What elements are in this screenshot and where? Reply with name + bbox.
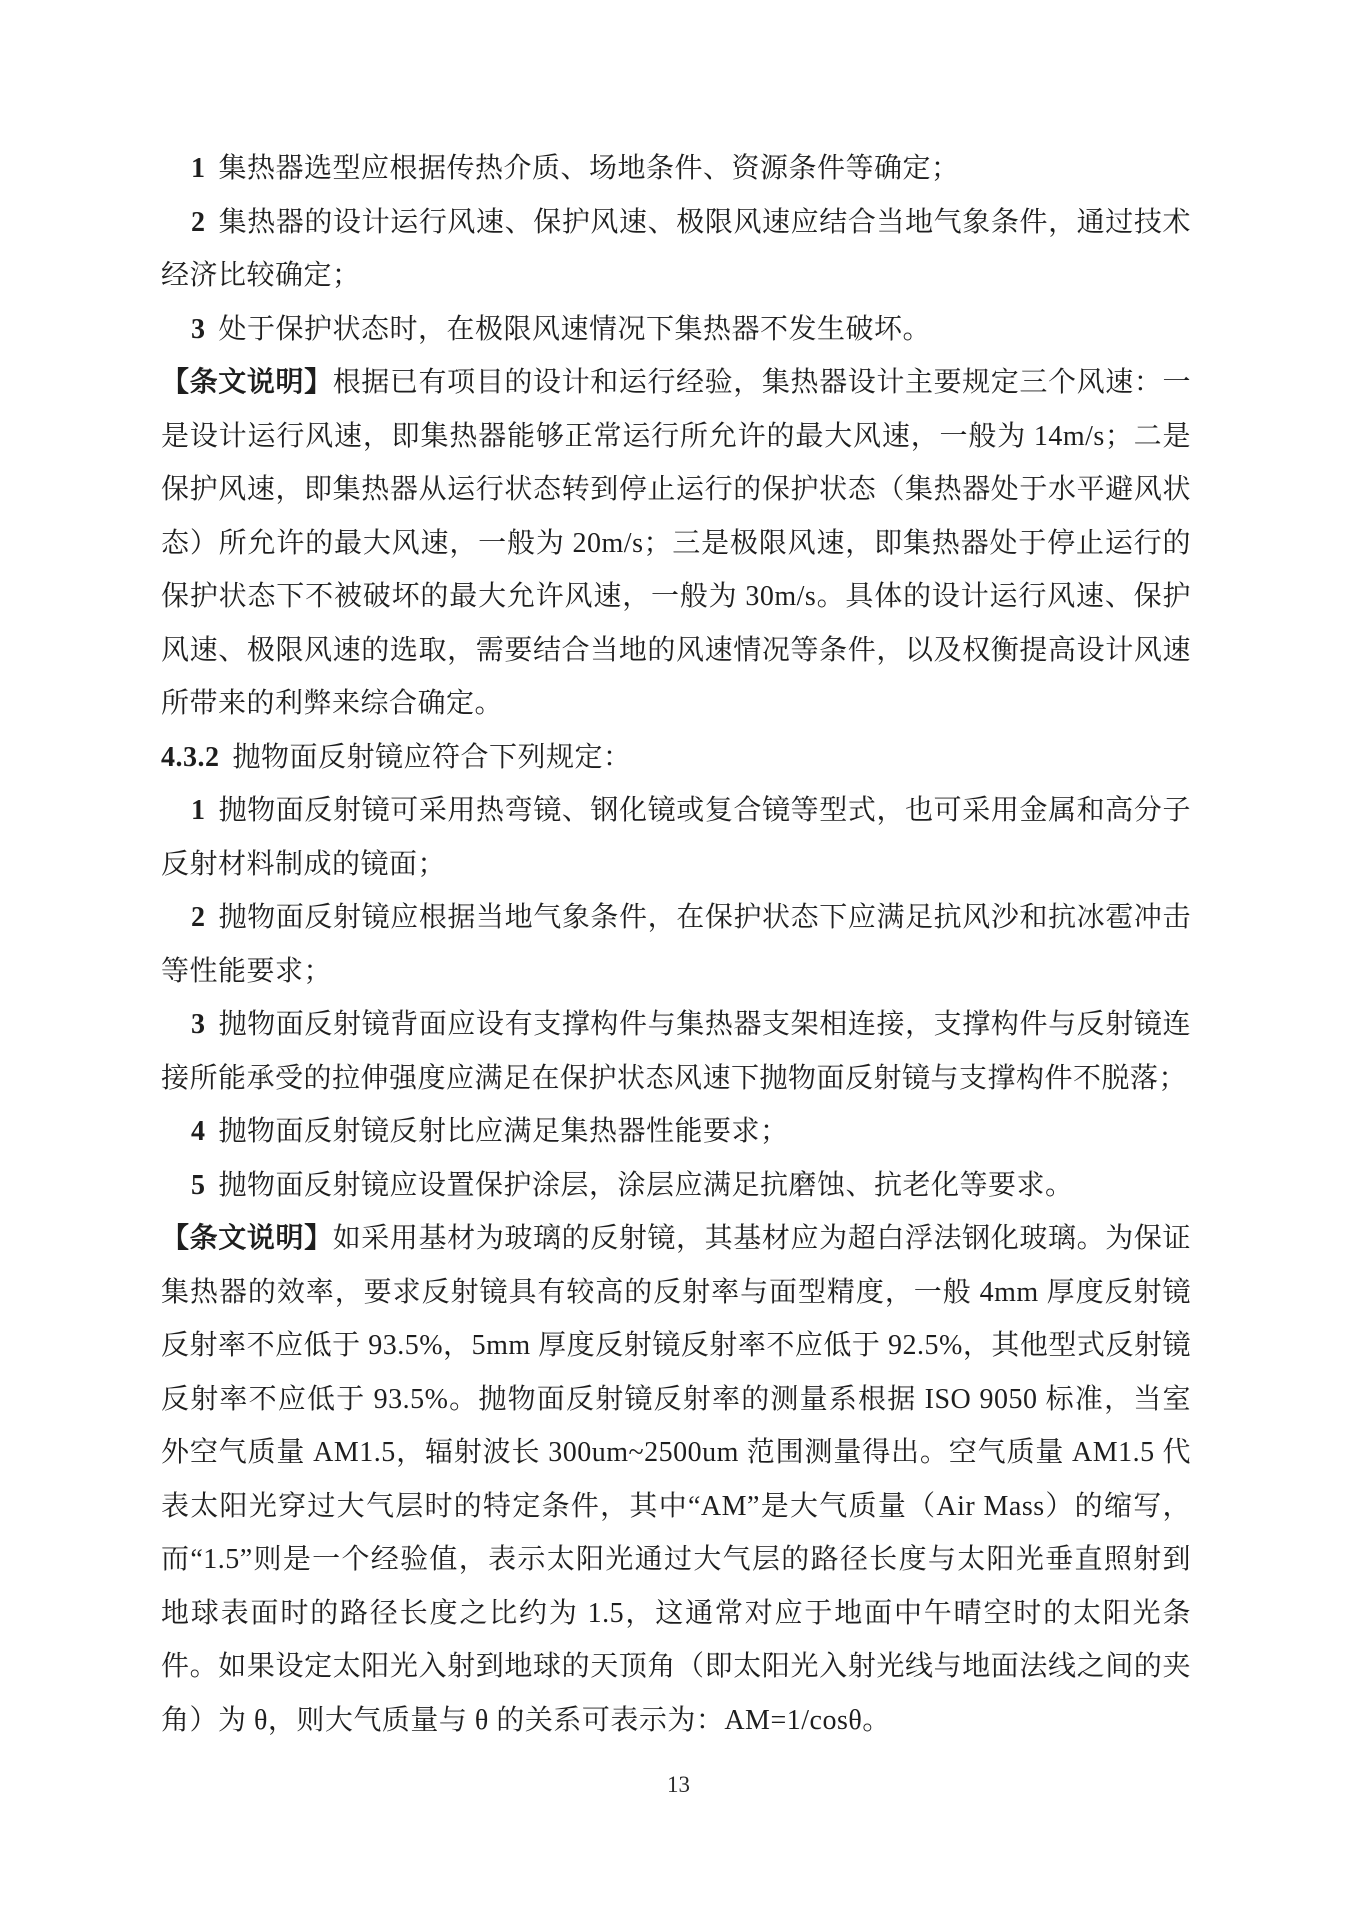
- clause-heading-4-3-2: [161, 731, 1191, 785]
- list-item-3-text: 处于保护状态时，在极限风速情况下集热器不发生破坏。: [218, 313, 932, 345]
- list-item-3: [161, 303, 1191, 357]
- list-item-2-text: 集热器的设计运行风速、保护风速、极限风速应结合当地气象条件，通过技术经济比较确定；: [161, 206, 1191, 291]
- explanation-tag: 【条文说明】: [161, 1223, 333, 1254]
- clause-4-3-2-item-5: [161, 1159, 1191, 1213]
- page-number: 13: [667, 1772, 690, 1797]
- explanation-tag: 【条文说明】: [161, 367, 333, 398]
- clause-4-3-2-item-4-number: 4: [191, 1116, 206, 1147]
- explanation-paragraph-wind-speed: [161, 356, 1191, 731]
- explanation-text: 如采用基材为玻璃的反射镜，其基材应为超白浮法钢化玻璃。为保证集热器的效率，要求反射镜具有较高的反射率与面型精度，一般 4mm 厚度反射镜反射率不应低于 93.5%，5mm 厚度反射镜反射率不应低于 92.5%，其他型式反射镜反射率不应低于 93.5%。抛物面反射镜反射率的测量系根据 ISO 9050 标准，当室外空气质量 AM1.5，辐射波长 300um~2500um 范围测量得出。空气质量 AM1.5 代表太阳光穿过大气层时的特定条件，其中“AM”是大气质量（Air Mass）的缩写，而“1.5”则是一个经验值，表示太阳光通过大气层的路径长度与太阳光垂直照射到地球表面时的路径长度之比约为 1.5，这通常对应于地面中午晴空时的太阳光条件。如果设定太阳光入射到地球的天顶角（即太阳光入射光线与地面法线之间的夹角）为 θ，则大气质量与 θ 的关系可表示为：AM=1/cosθ。: [161, 1223, 1191, 1736]
- clause-4-3-2-item-1-text: 抛物面反射镜可采用热弯镜、钢化镜或复合镜等型式，也可采用金属和高分子反射材料制成的镜面；: [161, 795, 1191, 880]
- clause-4-3-2-item-3: [161, 998, 1191, 1105]
- clause-4-3-2-item-4-text: 抛物面反射镜反射比应满足集热器性能要求；: [218, 1116, 789, 1147]
- list-item-2: [161, 196, 1191, 303]
- list-item-2-number: 2: [191, 206, 206, 238]
- clause-4-3-2-item-2-text: 抛物面反射镜应根据当地气象条件，在保护状态下应满足抗风沙和抗冰雹冲击等性能要求；: [161, 902, 1191, 987]
- clause-4-3-2-item-3-number: 3: [191, 1009, 206, 1040]
- list-item-1-text: 集热器选型应根据传热介质、场地条件、资源条件等确定；: [218, 153, 960, 184]
- explanation-paragraph-reflector: [161, 1212, 1191, 1747]
- clause-4-3-2-item-2: [161, 891, 1191, 998]
- clause-4-3-2-item-4: [161, 1105, 1191, 1159]
- clause-4-3-2-item-1-number: 1: [191, 795, 206, 826]
- clause-4-3-2-item-3-text: 抛物面反射镜背面应设有支撑构件与集热器支架相连接，支撑构件与反射镜连接所能承受的拉伸强度应满足在保护状态风速下抛物面反射镜与支撑构件不脱落；: [161, 1009, 1191, 1094]
- explanation-text: 根据已有项目的设计和运行经验，集热器设计主要规定三个风速：一是设计运行风速，即集热器能够正常运行所允许的最大风速，一般为 14m/s；二是保护风速，即集热器从运行状态转到停止运行的保护状态（集热器处于水平避风状态）所允许的最大风速，一般为 20m/s；三是极限风速，即集热器处于停止运行的保护状态下不被破坏的最大允许风速，一般为 30m/s。具体的设计运行风速、保护风速、极限风速的选取，需要结合当地的风速情况等条件，以及权衡提高设计风速所带来的利弊来综合确定。: [161, 367, 1191, 719]
- clause-4-3-2-item-1: [161, 784, 1191, 891]
- document-body: [161, 142, 1191, 1747]
- clause-4-3-2-item-5-number: 5: [191, 1169, 206, 1201]
- list-item-1: [161, 142, 1191, 196]
- clause-title-text: 抛物面反射镜应符合下列规定：: [232, 741, 632, 773]
- clause-number: 4.3.2: [161, 741, 220, 773]
- list-item-3-number: 3: [191, 313, 206, 345]
- clause-4-3-2-item-2-number: 2: [191, 902, 206, 933]
- list-item-1-number: 1: [191, 153, 206, 184]
- clause-4-3-2-item-5-text: 抛物面反射镜应设置保护涂层，涂层应满足抗磨蚀、抗老化等要求。: [218, 1169, 1074, 1201]
